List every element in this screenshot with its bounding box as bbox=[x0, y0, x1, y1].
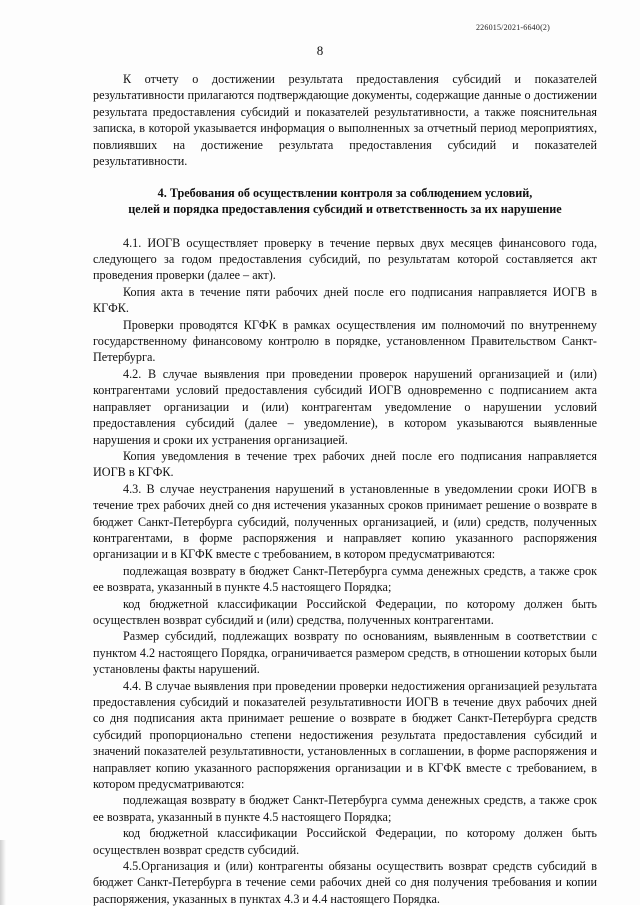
paragraph-refund-amount-2: подлежащая возврату в бюджет Санкт-Петербурга сумма денежных средств, а также срок ее возврата, указанный в пункте 4.5 настоящего Порядка; bbox=[93, 793, 597, 824]
paragraph-budget-code-2: код бюджетной классификации Российской Федерации, по которому должен быть осуществлен возврат средств субсидий. bbox=[93, 826, 597, 857]
intro-paragraph: К отчету о достижении результата предоставления субсидий и показателей результативности прилагаются подтверждающие документы, содержащие данные о достижении результата предоставления субсидий и показателей результативности, а также пояснительная записка, в которой указывается информация о выполненных за отчетный период мероприятиях, повлиявших на достижение результата предоставления субсидий и показателей результативности. bbox=[93, 72, 597, 169]
section-heading bbox=[93, 186, 597, 217]
paragraph-inspections: Проверки проводятся КГФК в рамках осуществления им полномочий по внутреннему государственному финансовому контролю в порядке, установленном Правительством Санкт-Петербурга. bbox=[93, 317, 597, 365]
paragraph-4-2: 4.2. В случае выявления при проведении проверок нарушений организацией и (или) контрагентами условий предоставления субсидий ИОГВ одновременно с подписанием акта направляет организации и (или) контрагентам уведомление о нарушении условий предоставления субсидий (далее – уведомление), в котором указываются выявленные нарушения и сроки их устранения организацией. bbox=[93, 366, 597, 447]
document-id: 226015/2021-6640(2) bbox=[475, 23, 550, 32]
paragraph-4-5: 4.5.Организация и (или) контрагенты обязаны осуществить возврат средств субсидий в бюджет Санкт-Петербурга в течение семи рабочих дней со дня получения требования и копии распоряжения, указанных в пунктах 4.3 и 4.4 настоящего Порядка. bbox=[93, 859, 597, 906]
paragraph-budget-code: код бюджетной классификации Российской Федерации, по которому должен быть осуществлен возврат субсидий и (или) средства, полученных контрагентами. bbox=[93, 596, 597, 627]
page-number: 8 bbox=[316, 43, 324, 58]
paragraph-notice-copy: Копия уведомления в течение трех рабочих дней после его подписания направляется ИОГВ в КГФК. bbox=[93, 448, 597, 480]
document-body bbox=[93, 71, 597, 907]
paragraph-act-copy: Копия акта в течение пяти рабочих дней после его подписания направляется ИОГВ в КГФК. bbox=[93, 284, 597, 316]
paragraph-4-4: 4.4. В случае выявления при проведении проверки недостижения организацией результата предоставления субсидий и показателей результативности ИОГВ в течение двух рабочих дней со дня подписания акта принимает решение о возврате в бюджет Санкт-Петербурга средств субсидий пропорционально степени недостижения результата предоставления субсидий и значений показателей результативности, установленных в соглашении, в форме распоряжения и направляет копию указанного распоряжения организации и в КГФК вместе с требованием, в котором предусматриваются: bbox=[93, 678, 597, 792]
paragraph-4-1: 4.1. ИОГВ осуществляет проверку в течение первых двух месяцев финансового года, следующего за годом предоставления субсидий, по результатам которой составляется акт проведения проверки (далее – акт). bbox=[93, 235, 597, 283]
paragraph-refund-amount: подлежащая возврату в бюджет Санкт-Петербурга сумма денежных средств, а также срок ее возврата, указанный в пункте 4.5 настоящего Порядка; bbox=[93, 563, 597, 595]
section-heading-line-2: целей и порядка предоставления субсидий и ответственность за их нарушение bbox=[128, 202, 562, 217]
section-heading-line-1: 4. Требования об осуществлении контроля за соблюдением условий, bbox=[157, 186, 533, 201]
paragraph-refund-size: Размер субсидий, подлежащих возврату по основаниям, выявленным в соответствии с пунктом 4.2 настоящего Порядка, ограничивается размером средств, в отношении которых были установлены факты нарушений. bbox=[93, 629, 597, 677]
scan-edge-shadow bbox=[0, 840, 6, 905]
paragraph-4-3: 4.3. В случае неустранения нарушений в установленные в уведомлении сроки ИОГВ в течение трех рабочих дней со дня истечения указанных сроков принимает решение о возврате в бюджет Санкт-Петербурга субсидий, полученных организацией, и (или) средств, полученных контрагентами, в форме распоряжения и направляет копию указанного распоряжения организации и в КГФК вместе с требованием, в котором предусматриваются: bbox=[93, 481, 597, 562]
